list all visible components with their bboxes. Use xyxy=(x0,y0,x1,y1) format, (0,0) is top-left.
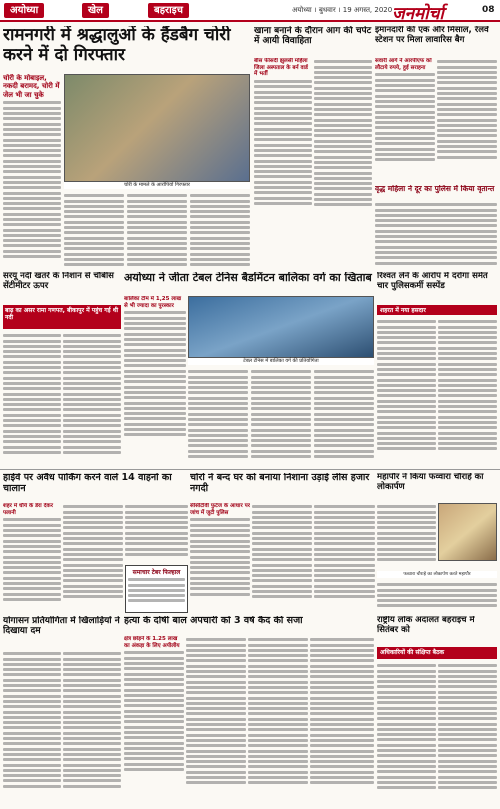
saryu-col-1 xyxy=(3,332,61,466)
saryu-headline: सरयू नदी खतरे के निशान से चौबीस सेंटीमीटर ऊपर xyxy=(3,272,114,291)
parking-subhead: शहर में धौर्य के डेरा देकर पलानी xyxy=(3,503,54,516)
lead-text-col-4 xyxy=(190,192,250,270)
theft-col-2 xyxy=(252,503,312,613)
parking-col-3 xyxy=(125,503,188,563)
saryu-headline-block xyxy=(3,272,121,302)
rail-bag-subhead: सवारी आगे ने आरपीएफ को लौटाये रुपये, हुई सराहना xyxy=(375,58,432,71)
mayor-headline-block xyxy=(377,473,497,501)
parking-headline-block xyxy=(3,473,188,501)
table-tennis-photo xyxy=(188,296,374,358)
juvenile-verdict-headline-block xyxy=(124,616,374,632)
section-divider xyxy=(0,469,500,470)
lok-adalat-headline: राष्ट्रीय लोक अदालत बहराइच में सितंबर को xyxy=(377,616,475,635)
lead-subhead: चोरी के मोबाइल, नकदी बरामद, चोरी में जेल भी जा चुके xyxy=(3,74,60,99)
elderly-woman-headline: वृद्ध महिला ने दूर का पुलिस में किया वृतान्त xyxy=(375,185,495,193)
lok-adalat-subhead-box xyxy=(377,647,497,659)
sports-photo-caption: टेबल टेनिस में बालिका वर्ग की प्रतियोगिता xyxy=(188,358,374,365)
lead-text-col-3 xyxy=(127,192,187,270)
theft-headline: चोरों ने बन्द घर को बनाया निशाना उड़ाई लीस हजार नगदी xyxy=(190,473,370,494)
lead-story-column-1 xyxy=(3,74,61,269)
verdict-col-1 xyxy=(124,636,184,806)
lead-text-col-2 xyxy=(64,192,124,270)
section-tab-bahraich: बहराइच xyxy=(148,3,189,18)
lead-photo xyxy=(64,74,250,182)
fire-col-2 xyxy=(314,58,372,238)
bribe-col-2 xyxy=(438,318,497,466)
saryu-subhead-box xyxy=(3,305,121,329)
rail-bag-headline-block xyxy=(375,26,497,56)
sports-col-2 xyxy=(188,368,248,466)
theft-col-3 xyxy=(314,503,375,613)
section-tab-sports: खेल xyxy=(82,3,109,18)
sports-col-4 xyxy=(314,368,374,466)
saryu-subhead: बाढ़ का असर रामा गणपत, बीकापुर में पहुंच गई थी नदी xyxy=(5,307,119,322)
mayor-col-1 xyxy=(377,503,436,569)
lok-adalat-col-1 xyxy=(377,662,436,806)
mayor-tail-text xyxy=(377,581,497,613)
fire-headline: खाना बनाने के दौरान आग की चपेट में आयी विवाहिता xyxy=(254,26,372,47)
yoga-col-1 xyxy=(3,650,61,805)
verdict-col-3 xyxy=(248,636,308,806)
sports-headline-block xyxy=(124,272,374,292)
bribe-subhead-box xyxy=(377,305,497,315)
bribe-subhead: शहरत में नया हसदार xyxy=(380,307,426,314)
lok-adalat-subhead: अधिकारियों की संक्षिप्त बैठक xyxy=(380,649,445,656)
lead-story-headline-block xyxy=(3,26,251,70)
lok-adalat-col-2 xyxy=(438,662,497,806)
yoga-col-2 xyxy=(63,650,121,805)
verdict-col-2 xyxy=(186,636,246,806)
lead-photo-caption: चोरी के मामले के आरोपियों गिरफ्तार xyxy=(64,182,250,189)
parking-col-2 xyxy=(63,503,123,613)
theft-subhead: सीसीटीवी फुटेज के आधार पर जांच में जुटी पुलिस xyxy=(190,503,250,516)
page-header xyxy=(0,0,500,22)
bribe-col-1 xyxy=(377,318,436,466)
bribe-headline-block xyxy=(377,272,497,302)
rail-bag-col-1 xyxy=(375,58,435,184)
masthead-logo: जनमोर्चा xyxy=(392,4,444,24)
fire-story-headline-block xyxy=(254,26,372,56)
yoga-headline-block xyxy=(3,616,121,646)
section-tab-ayodhya: अयोध्या xyxy=(4,3,44,18)
bribe-headline: रिश्वत लेने के आरोप में दरोगा समेत चार पुलिसकर्मी सस्पेंड xyxy=(377,272,488,291)
mayor-photo xyxy=(438,503,497,561)
sports-col-1 xyxy=(124,296,186,466)
lead-text-lines xyxy=(3,101,61,258)
parking-headline: हाईवे पर अवैध पार्किंग करने वाले 14 वाहनों का चालान xyxy=(3,473,172,494)
page-number: 08 xyxy=(482,5,495,15)
juvenile-verdict-headline: हत्या के दोषी बाल अपचारी को 3 वर्ष कैद की सजा xyxy=(124,616,303,626)
elderly-woman-headline-block xyxy=(375,185,497,199)
news-box-title: समाचार टेबर फिल्हाल xyxy=(132,569,181,576)
rail-bag-col-2 xyxy=(437,58,497,184)
elderly-woman-text xyxy=(375,201,497,271)
lok-adalat-headline-block xyxy=(377,616,497,644)
parking-col-1 xyxy=(3,503,61,613)
yoga-headline: योगासन प्रतियोगिता में खिलाड़ियों ने दिखाया दम xyxy=(3,616,120,637)
theft-col-1 xyxy=(190,503,250,613)
sports-col-3 xyxy=(251,368,311,466)
verdict-subhead: क्षेत्र छोड़ने के 1.25 लाख का अंकड़ा के लिए अपीलीय xyxy=(124,636,180,649)
saryu-col-2 xyxy=(63,332,121,466)
verdict-col-4 xyxy=(310,636,374,806)
news-box xyxy=(125,565,188,613)
rail-bag-headline: इमानदारी की एक और मिसाल, रेलवे स्टेशन पर मिला लावारिस बैग xyxy=(375,26,489,45)
lead-headline: रामनगरी में श्रद्धालुओं के हैंडबैग चोरी करने में दो गिरफ्तार xyxy=(3,26,231,65)
sports-headline: अयोध्या ने जीता टेबल टेनिस बैडमिंटन बालिका वर्ग का खिताब xyxy=(124,272,372,284)
mayor-photo-caption: फव्वारा चौराहे का लोकार्पण करते महापौर xyxy=(377,571,497,578)
issue-date: अयोध्या । बुधवार । 19 अगस्त, 2020 xyxy=(292,6,393,14)
fire-col-1 xyxy=(254,58,312,238)
mayor-headline: महापौर ने किया फव्वारा चौराहे का लोकार्पण xyxy=(377,473,484,492)
sports-subhead: बालिका टीम में 1,25 लाख से भी ज्यादा का पुरस्कार xyxy=(124,296,182,309)
theft-headline-block xyxy=(190,473,375,501)
fire-subhead: बीस फीसदी झुलसी महिला जिला अस्पताल के बर्न वार्ड में भर्ती xyxy=(254,58,308,78)
